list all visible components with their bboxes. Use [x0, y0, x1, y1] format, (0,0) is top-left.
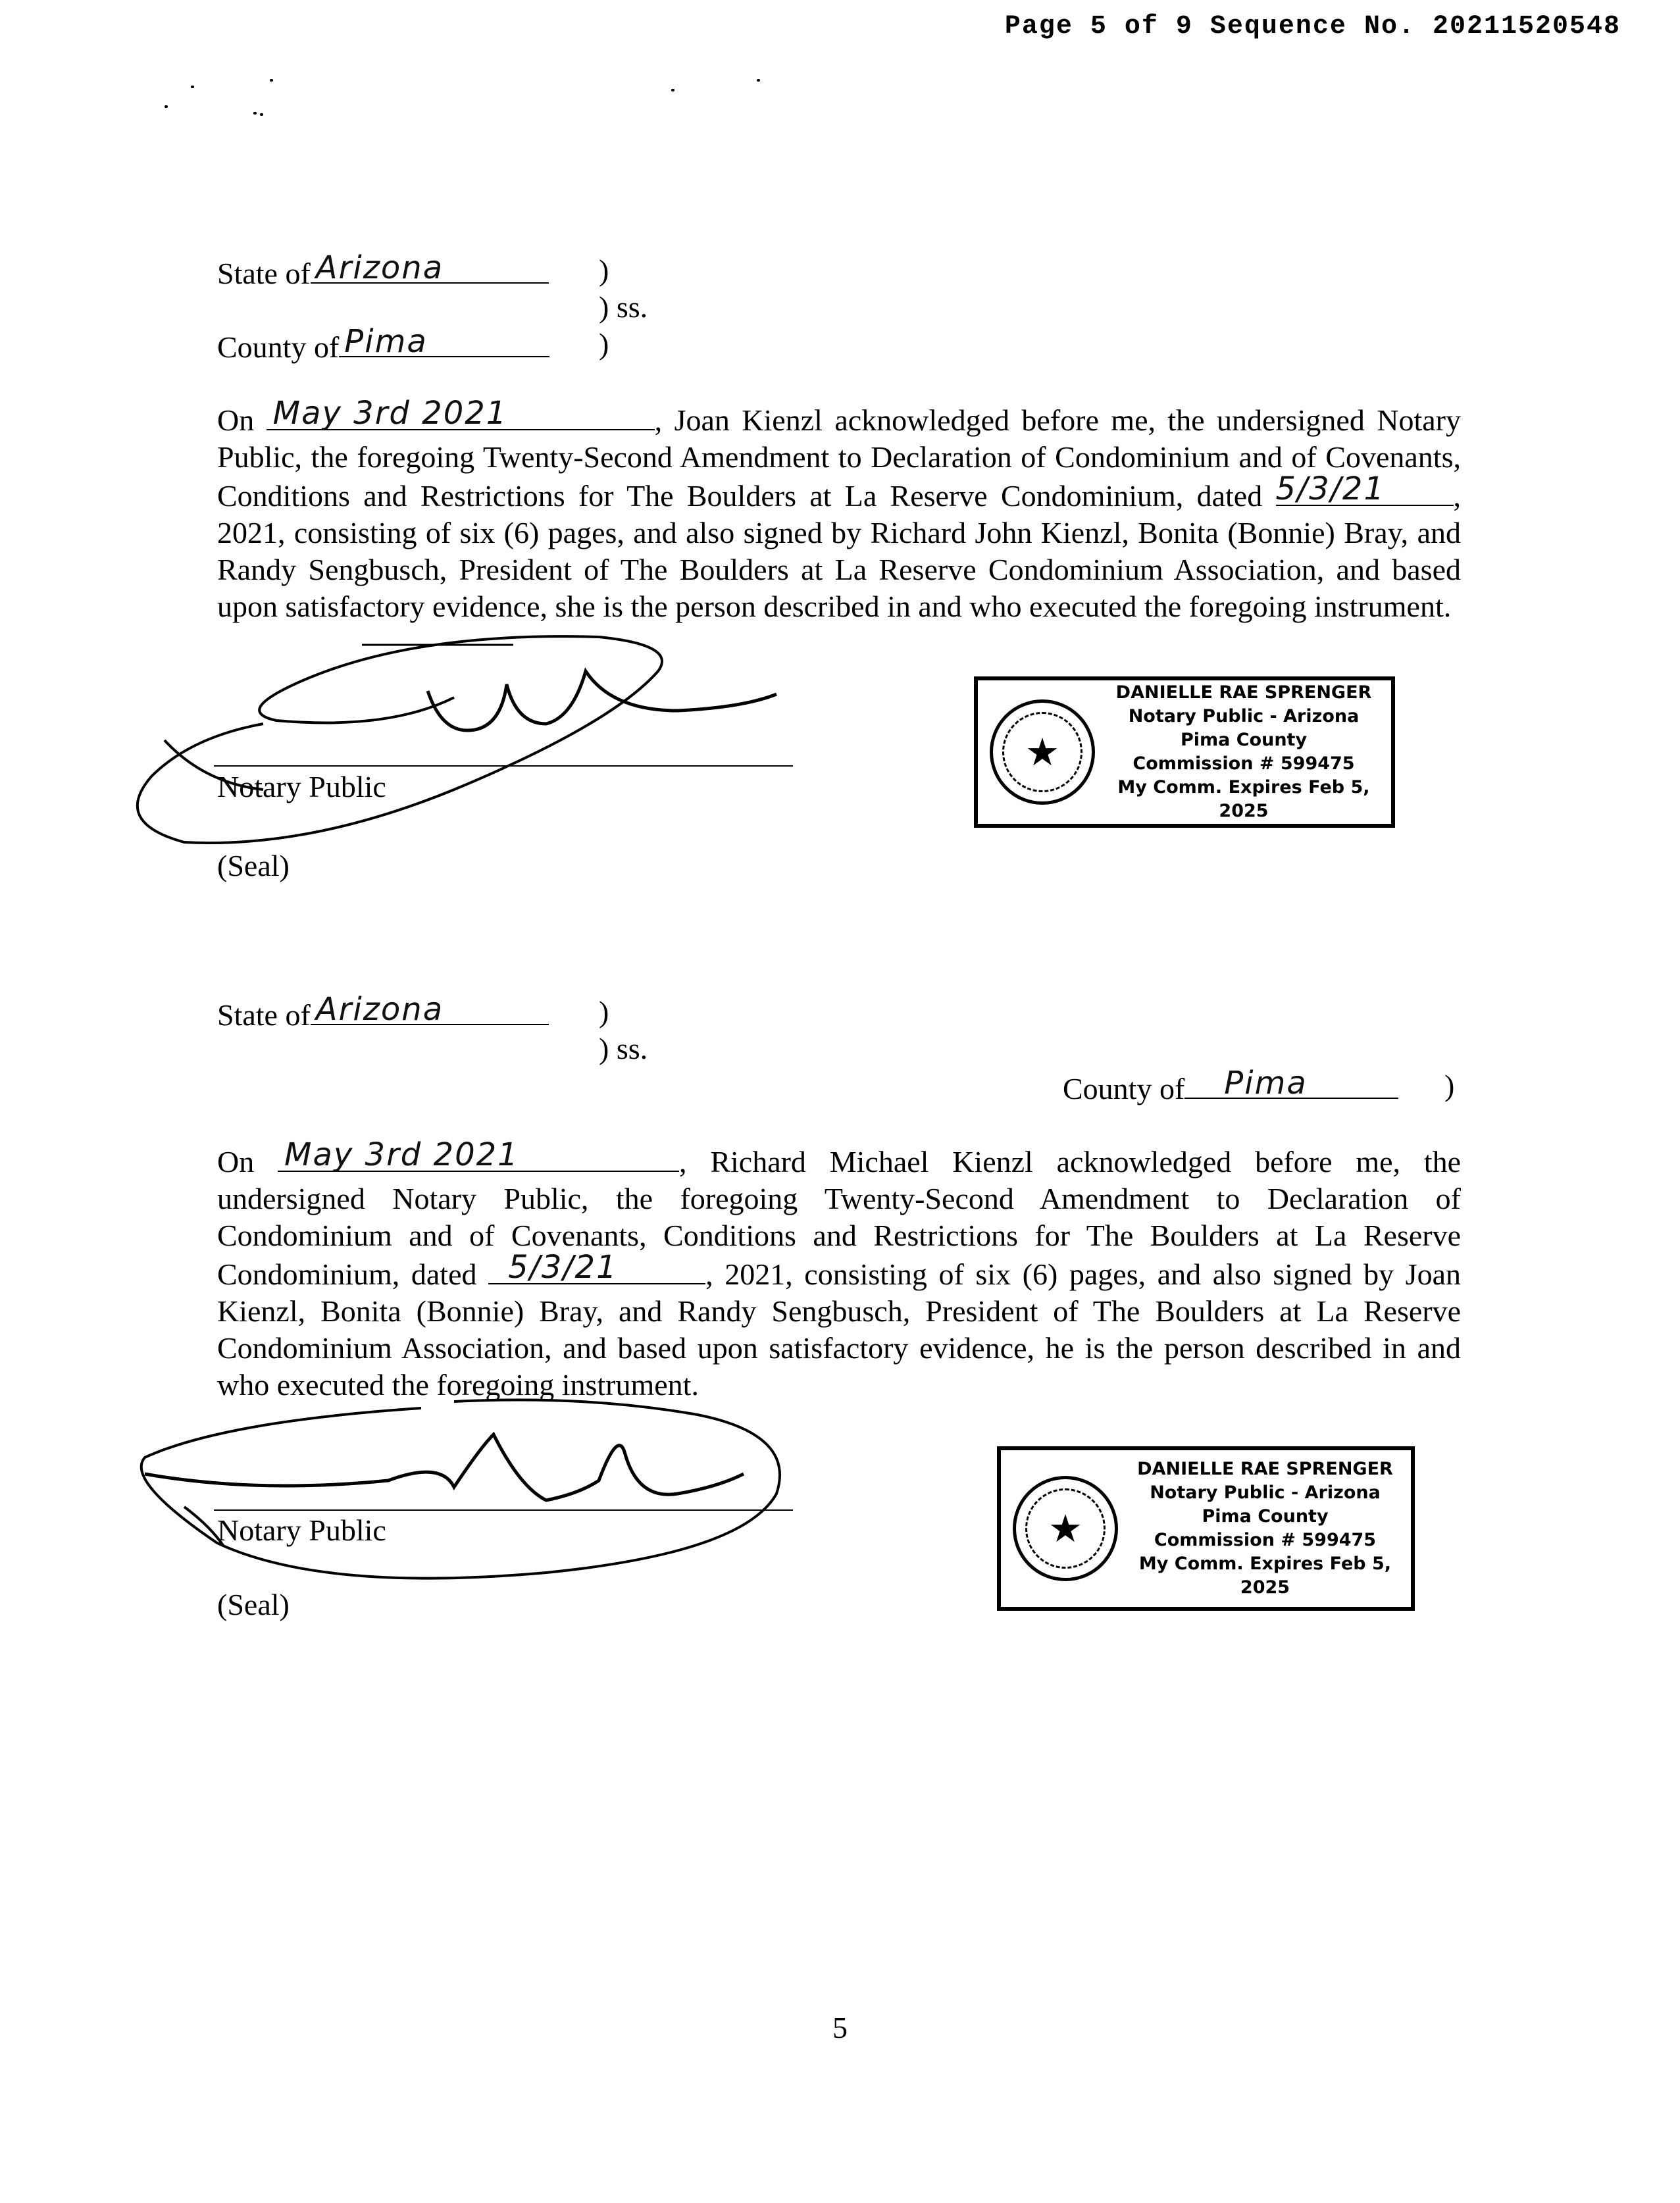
county-line-1 [217, 323, 549, 365]
state-handwritten-value: Arizona [315, 249, 444, 286]
stamp-expiry: My Comm. Expires Feb 5, 2025 [1117, 777, 1370, 821]
text-after-date: , Joan Kienzl acknowledged before me, the undersigned Notary Public, the foregoing Twenty-Second Amendment to Declaration of Condominium and of Covenants, Conditions and Restrictions for The Boulders at La Reserve Condominium, dated [217, 403, 1461, 513]
county-blank [1184, 1065, 1398, 1102]
stamp-commission: Commission # 599475 [1154, 1530, 1377, 1550]
page-number: 5 [832, 2011, 848, 2044]
stamp-notary-name: DANIELLE RAE SPRENGER [1137, 1459, 1393, 1479]
state-line-1 [217, 249, 549, 291]
state-seal-icon: ★ [990, 699, 1095, 805]
stamp-notary-name: DANIELLE RAE SPRENGER [1115, 682, 1372, 703]
date-handwritten: May 3rd 2021 [272, 395, 508, 432]
stamp-title: Notary Public - Arizona [1150, 1482, 1381, 1503]
seal-caption-1: (Seal) [217, 849, 290, 882]
stamp-county: Pima County [1180, 730, 1308, 750]
county-handwritten-value: Pima [344, 323, 428, 360]
notary-signature-1 [112, 632, 809, 849]
text-after-dated: , 2021, consisting of six (6) pages, and also signed by Richard John Kienzl, Bonita (Bonnie) Bray, and Randy Sengbusch, President of The Boulders at La Reserve Condominium Association, and based upon satisfactory evidence, she is the person described in and who executed the foregoing instrument. [217, 479, 1461, 623]
notary-public-caption-1: Notary Public [217, 770, 386, 803]
paren-2: ) [599, 327, 609, 361]
text-after-dated: , 2021, consisting of six (6) pages, and also signed by Joan Kienzl, Bonita (Bonnie) Bray, and Randy Sengbusch, President of The Boulders at La Reserve Condominium Association, and based upon satisfactory evidence, he is the person described in and who executed the foregoing instrument. [217, 1257, 1461, 1402]
stamp-text-1 [1111, 681, 1377, 823]
county-handwritten-value: Pima [1224, 1065, 1308, 1102]
seal-caption-2: (Seal) [217, 1588, 290, 1621]
notary-stamp-2 [997, 1446, 1415, 1611]
page-sequence-header: Page 5 of 9 Sequence No. 20211520548 [1004, 12, 1621, 41]
state-handwritten-value: Arizona [315, 991, 444, 1028]
state-seal-icon: ★ [1013, 1476, 1118, 1581]
dated-blank [1275, 470, 1454, 507]
county-label: County of [217, 330, 340, 364]
county-line-2 [1063, 1065, 1398, 1106]
date-handwritten: May 3rd 2021 [284, 1136, 519, 1173]
stamp-commission: Commission # 599475 [1133, 753, 1355, 774]
stamp-title: Notary Public - Arizona [1128, 706, 1360, 726]
date-blank [267, 395, 655, 432]
state-label: State of [217, 998, 311, 1032]
text-after-date: , Richard Michael Kienzl acknowledged before me, the undersigned Notary Public, the foregoing Twenty-Second Amendment to Declaration of Condominium and of Covenants, Conditions and Restrictions for The Boulders at La Reserve Condominium, dated [217, 1145, 1462, 1291]
state-label: State of [217, 257, 311, 290]
notary-signature-2 [125, 1395, 796, 1592]
paren-1: ) [599, 253, 609, 287]
stamp-expiry: My Comm. Expires Feb 5, 2025 [1138, 1554, 1392, 1598]
on-label: On [217, 1145, 255, 1178]
dated-handwritten: 5/3/21 [1275, 470, 1385, 507]
acknowledgment-paragraph-2 [217, 1136, 1462, 1404]
on-label: On [217, 403, 255, 437]
paren-4: ) [1444, 1069, 1455, 1102]
ss-2: ) ss. [599, 1032, 648, 1065]
acknowledgment-paragraph-1 [217, 395, 1461, 625]
paren-3: ) [599, 995, 609, 1028]
state-blank [311, 991, 549, 1028]
state-line-2 [217, 991, 549, 1032]
date-blank [278, 1136, 679, 1173]
stamp-text-2 [1134, 1457, 1396, 1600]
county-label: County of [1063, 1072, 1185, 1105]
stamp-county: Pima County [1202, 1506, 1329, 1527]
dated-blank [488, 1249, 705, 1286]
county-blank [339, 323, 549, 360]
state-blank [311, 249, 549, 286]
notary-stamp-1 [974, 676, 1395, 828]
notary-public-caption-2: Notary Public [217, 1513, 386, 1547]
dated-handwritten: 5/3/21 [508, 1249, 618, 1286]
ss-1: ) ss. [599, 290, 648, 324]
